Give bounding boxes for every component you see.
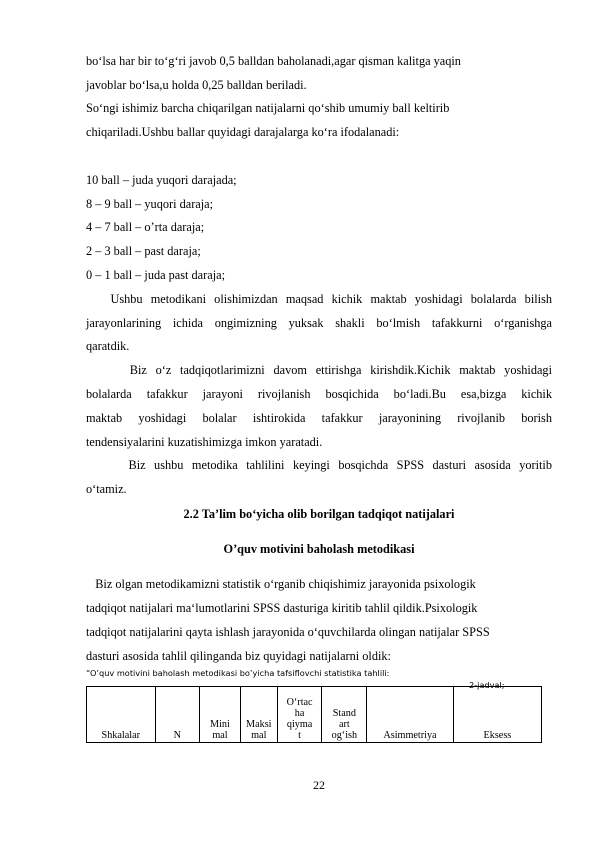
subsection-heading: O’quv motivini baholash metodikasi bbox=[223, 542, 415, 556]
table-header-cell: O‘rtac ha qiyma t bbox=[277, 687, 322, 743]
text-line: chiqariladi.Ushbu ballar quyidagi darajalarga ko‘ra ifodalanadi: bbox=[86, 125, 400, 139]
paragraph-line: bolalarda tafakkur jarayoni rivojlanish bosqichida bo‘ladi.Bu esa,bizga kichik bbox=[86, 387, 552, 401]
paragraph-line: Biz o‘z tadqiqotlarimizni davom ettirishga kirishdik.Kichik maktab yoshidagi bbox=[86, 363, 552, 377]
paragraph-line: tadqiqot natijalari ma‘lumotlarini SPSS dasturiga kiritib tahlil qildik.Psixologik bbox=[86, 601, 478, 615]
table-header-cell: Shkalalar bbox=[87, 687, 156, 743]
table-label: 2-jadval; bbox=[469, 680, 505, 690]
table-header-cell: Asimmetriya bbox=[367, 687, 454, 743]
level-item: 2 – 3 ball – past daraja; bbox=[86, 244, 201, 258]
paragraph-line: Ushbu metodikani olishimizdan maqsad kichik maktab yoshidagi bolalarda bilish bbox=[86, 292, 552, 306]
paragraph-line: jarayonlarining ichida ongimizning yuksak shakli bo‘lmish tafakkurni o‘rganishga bbox=[86, 316, 552, 330]
table-caption: “O’quv motivini baholash metodikasi bo’yicha tafsiflovchi statistika tahlili: bbox=[86, 668, 390, 678]
paragraph-line: maktab yoshidagi bolalar ishtirokida tafakkur jarayonining rivojlanib borish bbox=[86, 411, 552, 425]
paragraph-line: tadqiqot natijalarini qayta ishlash jarayonida o‘quvchilarda olingan natijalar SPSS bbox=[86, 625, 490, 639]
paragraph-line: Biz ushbu metodika tahlilini keyingi bosqichda SPSS dasturi asosida yoritib bbox=[86, 458, 552, 472]
table-header-cell: Maksi mal bbox=[240, 687, 277, 743]
level-item: 4 – 7 ball – o’rta daraja; bbox=[86, 220, 205, 234]
paragraph-line: Biz olgan metodikamizni statistik o‘rganib chiqishimiz jarayonida psixologik bbox=[86, 577, 476, 591]
table-header-cell: N bbox=[155, 687, 200, 743]
paragraph-line: qaratdik. bbox=[86, 339, 130, 353]
text-line: So‘ngi ishimiz barcha chiqarilgan natijalarni qo‘shib umumiy ball keltirib bbox=[86, 101, 450, 115]
paragraph-line: dasturi asosida tahlil qilinganda biz quyidagi natijalarni oldik: bbox=[86, 649, 391, 663]
table-header-cell: Eksess bbox=[453, 687, 541, 743]
level-item: 8 – 9 ball – yuqori daraja; bbox=[86, 197, 214, 211]
level-item: 0 – 1 ball – juda past daraja; bbox=[86, 268, 225, 282]
level-item: 10 ball – juda yuqori darajada; bbox=[86, 173, 237, 187]
table-header-cell: Stand art og‘ish bbox=[322, 687, 367, 743]
statistics-table bbox=[86, 686, 542, 743]
paragraph-line: o‘tamiz. bbox=[86, 482, 127, 496]
text-line: bo‘lsa har bir to‘g‘ri javob 0,5 balldan baholanadi,agar qisman kalitga yaqin bbox=[86, 54, 461, 68]
table-header-row bbox=[87, 687, 542, 743]
text-line: javoblar bo‘lsa,u holda 0,25 balldan beriladi. bbox=[86, 78, 307, 92]
section-heading: 2.2 Ta’lim bo‘yicha olib borilgan tadqiqot natijalari bbox=[183, 507, 455, 521]
table-header-cell: Mini mal bbox=[200, 687, 241, 743]
paragraph-line: tendensiyalarini kuzatishimizga imkon yaratadi. bbox=[86, 435, 323, 449]
page-number: 22 bbox=[313, 778, 325, 792]
